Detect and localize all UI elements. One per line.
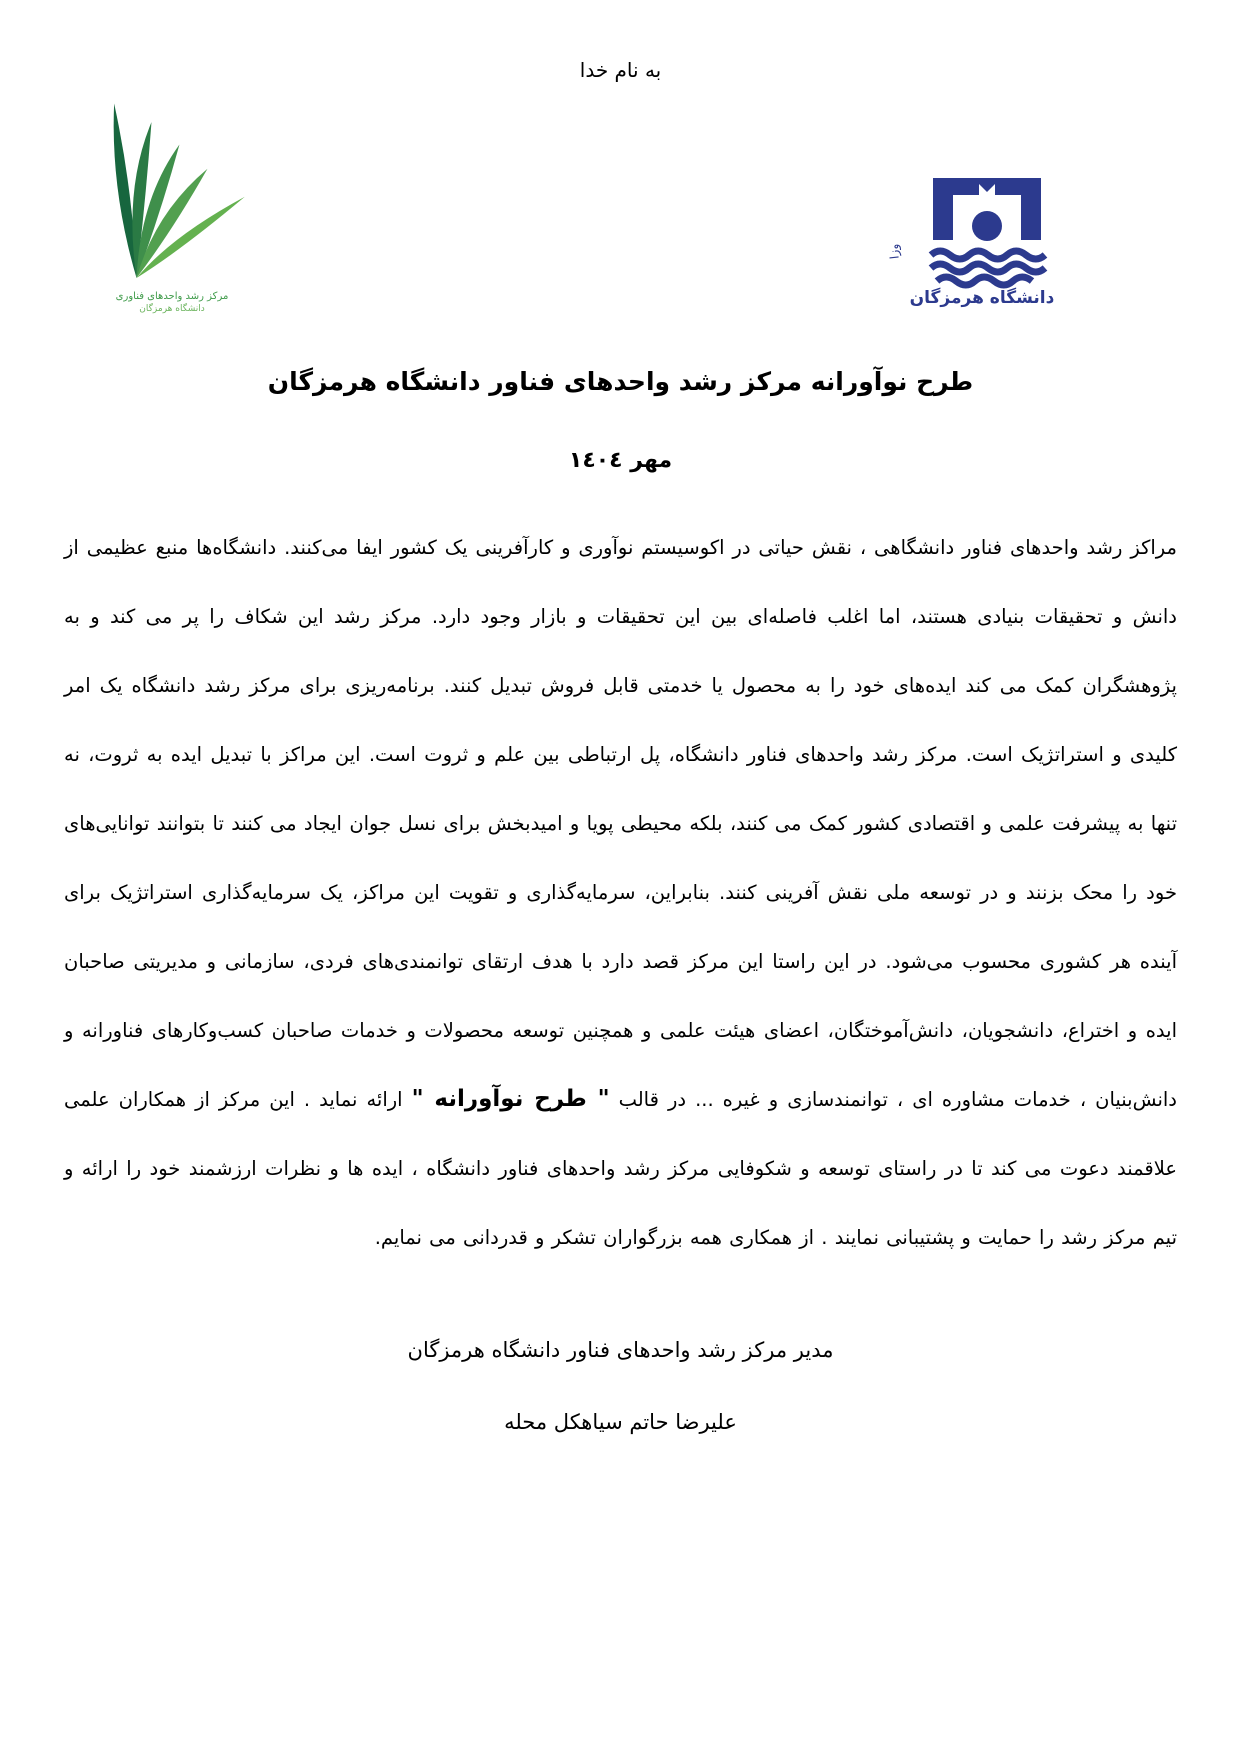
svg-text:وزارت علوم، تحقیقات و فناوری: [867, 100, 902, 260]
growth-center-logo: [74, 96, 270, 315]
ministry-book-glyph: [933, 178, 1041, 241]
body-paragraph: [64, 513, 1177, 1272]
signature-role: مدیر مرکز رشد واحدهای فناور دانشگاه هرمزگان: [407, 1338, 834, 1362]
body-part1: مراکز رشد واحدهای فناور دانشگاهی ، نقش حیاتی در اکوسیستم نوآوری و کارآفرینی یک کشور ایفا می‌کنند. دانشگاه‌ها منبع عظیمی از دانش و تحقیقات بنیادی هستند، اما اغلب فاصله‌ای بین این تحقیقات و بازار وجود دارد. مرکز رشد این شکاف را پر می کند و به پژوهشگران کمک می کند ایده‌های خود را به محصول یا خدمتی قابل فروش تبدیل کنند. برنامه‌ریزی برای مرکز رشد دانشگاه یک امر کلیدی و استراتژیک است. مرکز رشد واحدهای فناور دانشگاه، پل ارتباطی بین علم و ثروت است. این مراکز با تبدیل ایده به ثروت، نه تنها به پیشرفت علمی و اقتصادی کشور کمک می کنند، بلکه محیطی پویا و امیدبخش برای نسل جوان ایجاد می کنند تا بتوانند توانایی‌های خود را محک بزنند و در توسعه ملی نقش آفرینی کنند. بنابراین، سرمایه‌گذاری و تقویت این مراکز، یک سرمایه‌گذاری استراتژیک برای آینده هر کشوری محسوب می‌شود. در این راستا این مرکز قصد دارد با هدف ارتقای توانمندی‌های فردی، سازمانی و مدیریتی صاحبان ایده و اختراع، دانشجویان، دانش‌آموختگان، اعضای هیئت علمی و همچنین توسعه محصولات و خدمات صاحبان کسب‌وکارهای فناورانه و دانش‌بنیان ، خدمات مشاوره ای ، توانمندسازی و غیره ... در قالب: [64, 536, 1177, 1111]
body-part2: ارائه نماید . این مرکز از همکاران علمی علاقمند دعوت می کند تا در راستای توسعه و شکوفایی مرکز رشد واحدهای فناور دانشگاه ، ایده ها و نظرات ارزشمند خود را ارائه و تیم مرکز رشد را حمایت و پشتیبانی نمایند . از همکاری همه بزرگواران تشکر و قدردانی می نمایم.: [64, 1088, 1177, 1249]
document-title: طرح نوآورانه مرکز رشد واحدهای فناور دانشگاه هرمزگان: [267, 367, 974, 396]
logo-row: [64, 96, 1177, 321]
growth-center-logo-caption-line1: مرکز رشد واحدهای فناوری: [115, 291, 229, 302]
innovative-plan-bold-phrase: " طرح نوآورانه ": [411, 1086, 610, 1112]
ministry-arc-text: وزا: [887, 243, 902, 260]
ministry-logo-caption: دانشگاه هرمزگان: [909, 288, 1055, 308]
signature-name: علیرضا حاتم سیاهکل محله: [504, 1410, 737, 1434]
ministry-waves-glyph: [931, 251, 1045, 285]
document-date: مهر ١٤٠٤: [568, 448, 673, 473]
bismillah-text: به نام خدا: [579, 58, 662, 82]
ministry-emblem-icon: [867, 100, 1097, 310]
growth-center-logo-caption-line2: دانشگاه هرمزگان: [139, 304, 205, 314]
growth-center-fan-icon: [74, 96, 270, 292]
signature-block: [64, 1338, 1177, 1434]
ministry-logo: [867, 100, 1097, 308]
